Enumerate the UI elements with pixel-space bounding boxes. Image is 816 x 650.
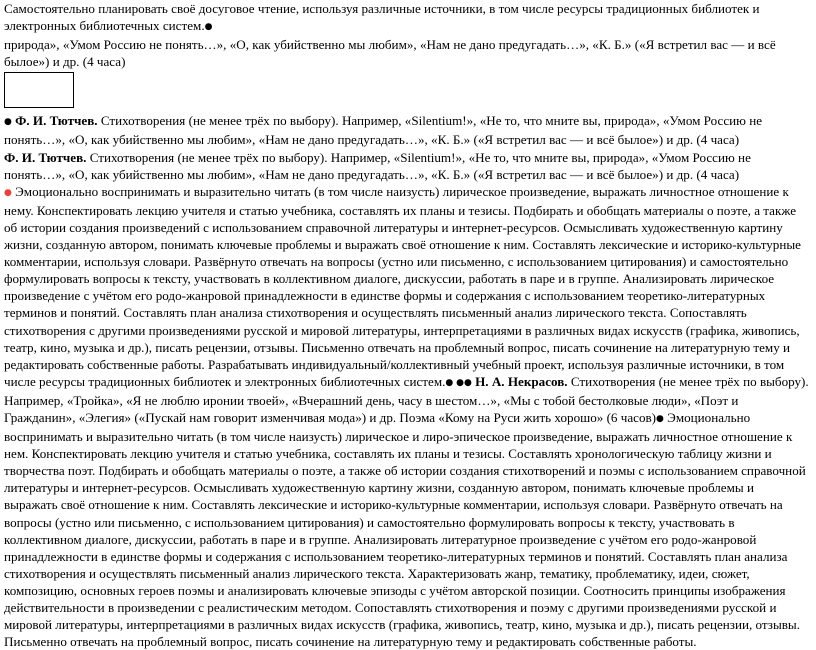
bullet-icon: ●	[4, 117, 12, 128]
bullet-icon: ●	[204, 22, 213, 33]
planning-text: Самостоятельно планировать своё досуговое чтение, используя различные источники, в том числе ресурсы традиционных библиотек и электронных библиотечных систем.	[4, 1, 760, 34]
paragraph-tyutchev-1	[4, 112, 810, 148]
empty-table-cell	[4, 72, 74, 108]
red-bullet-icon: ●	[4, 187, 12, 198]
author-name: Н. А. Некрасов.	[471, 373, 568, 389]
poem-list-fragment: природа», «Умом Россию не понять…», «О, как убийственно мы любим», «Нам не дано предугадать…», «К. Б.» («Я встретил вас — и всё былое») и др. (4 часа)	[4, 37, 776, 70]
nekrasov-poems-text: Стихотворения (не менее трёх по выбору). Например, «Тройка», «Я не люблю иронии твоей», «Вчерашний день, часу в шестом…», «Мы с тобой бестолковые люди», «Поэт и Гражданин», «Элегия» («Пускай нам говорит изменчивая мода») и др. Поэма «Кому на Руси жить хорошо» (6 часов)	[4, 373, 809, 425]
tyutchev-poems-text: Стихотворения (не менее трёх по выбору). Например, «Silentium!», «Не то, что мните вы, природа», «Умом Россию не понять…», «О, как убийственно мы любим», «Нам не дано предугадать…», «К. Б.» («Я встретил вас — и всё былое») и др. (4 часа)	[4, 113, 763, 148]
double-bullet-icon: ●●	[453, 377, 472, 388]
paragraph-tyutchev-2	[4, 149, 810, 183]
bullet-icon: ●	[445, 377, 454, 388]
tyutchev-poems-text: Стихотворения (не менее трёх по выбору). Например, «Silentium!», «Не то, что мните вы, природа», «Умом Россию не понять…», «О, как убийственно мы любим», «Нам не дано предугадать…», «К. Б.» («Я встретил вас — и всё былое») и др. (4 часа)	[4, 149, 751, 182]
author-name: Ф. И. Тютчев.	[15, 113, 98, 129]
paragraph-activities	[4, 183, 810, 650]
author-name: Ф. И. Тютчев.	[4, 149, 87, 165]
tyutchev-activities-text: Эмоционально воспринимать и выразительно читать (в том числе наизусть) лирическое произведение, выражать личностное отношение к нему. Конспектировать лекцию учителя и статью учебника, составлять их планы и тезисы. Подбирать и обобщать материалы о поэте, а также об истории создания произведений с использованием справочной литературы и интернет-ресурсов. Осмысливать художественную картину жизни, созданную автором, понимать ключевые проблемы и выражать своё отношение к ним. Составлять лексические и историко-культурные комментарии, используя словари. Развёрнуто отвечать на вопросы (устно или письменно, с использованием цитирования) и самостоятельно формулировать вопросы к тексту, участвовать в коллективном диалоге, дискуссии, работать в паре и в группе. Анализировать лирическое произведение с учётом его родо-жанровой принадлежности в единстве формы и содержания с использованием теоретико-литературных терминов и понятий. Составлять план анализа стихотворения и осуществлять письменный анализ лирического текста. Сопоставлять стихотворения с другими произведениями русской и мировой литературы, интерпретациями в различных видах искусств (графика, живопись, театр, кино, музыка и др.), писать рецензии, отзывы. Письменно отвечать на проблемный вопрос, писать сочинение на литературную тему и редактировать собственные работы. Разрабатывать индивидуальный/коллективный учебный проект, используя различные источники, в том числе ресурсы традиционных библиотек и электронных библиотечных систем.	[4, 183, 801, 389]
nekrasov-activities-text: Эмоционально воспринимать и выразительно читать (в том числе наизусть) лирическое и лиро-эпическое произведение, выражать личностное отношение к нем. Конспектировать лекцию учителя и статью учебника, составлять их планы и тезисы. Составлять хронологическую таблицу жизни и творчества поэт. Подбирать и обобщать материалы о поэте, а также об истории создания стихотворений и поэмы с использованием справочной литературы и интернет-ресурсов. Осмысливать художественную картину жизни, созданную автором, понимать ключевые проблемы и выражать своё отношение к ним. Составлять лексические и историко-культурные комментарии, используя словари. Развёрнуто отвечать на вопросы (устно или письменно, с использованием цитирования) и самостоятельно формулировать вопросы к тексту, участвовать в коллективном диалоге, дискуссии, работать в паре и в группе. Анализировать литературное произведение с учётом его родо-жанровой принадлежности в единстве формы и содержания с использованием теоретико-литературных терминов и понятий. Составлять план анализа стихотворения и осуществлять письменный анализ лирического текста. Характеризовать жанр, тематику, проблематику, идеи, сюжет, композицию, основных героев поэмы и анализировать ключевые эпизоды с учётом авторской позиции. Соотносить принципы изображения действительности в произведении с реалистическим методом. Сопоставлять стихотворения и поэму с другими произведениями русской и мировой литературы, интерпретациями в различных видах искусств (графика, живопись, театр, кино, музыка и др.), писать рецензии, отзывы. Письменно отвечать на проблемный вопрос, писать сочинение на литературную тему и редактировать собственные работы.	[4, 409, 806, 650]
bullet-icon: ●	[656, 413, 664, 424]
paragraph-planning-reading	[4, 0, 810, 70]
